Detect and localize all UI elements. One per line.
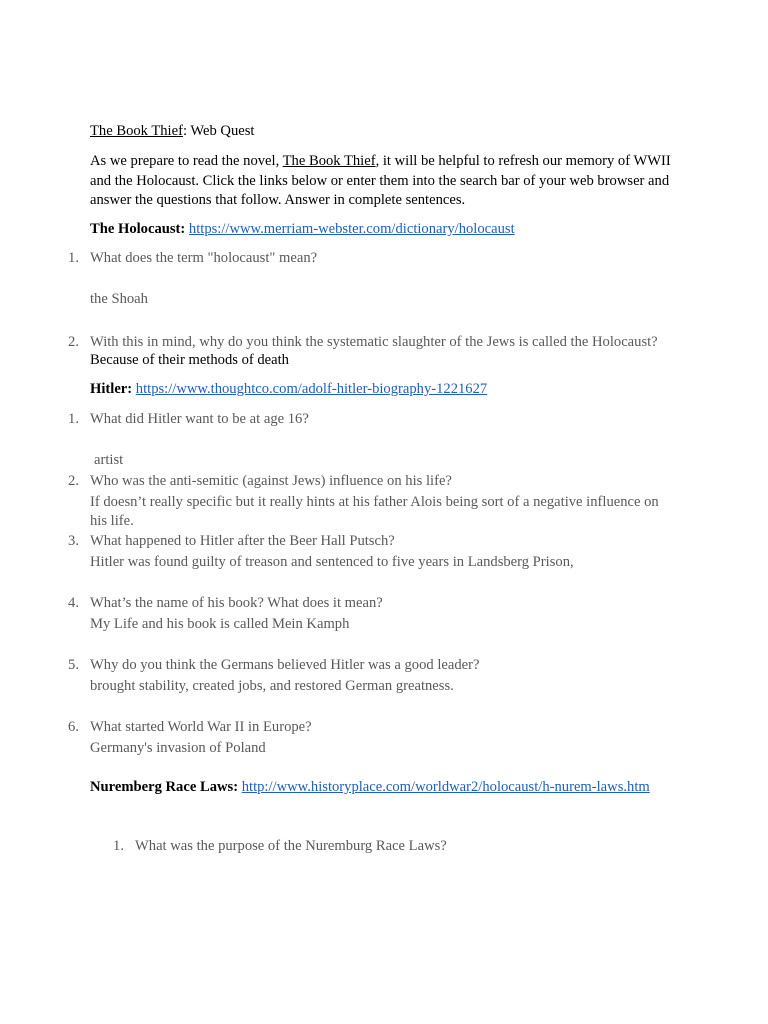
answer-text[interactable]: brought stability, created jobs, and restored German greatness.: [90, 678, 454, 694]
intro-book-name: The Book Thief: [282, 153, 376, 169]
question-number: 5.: [68, 657, 79, 673]
answer-text[interactable]: If doesn’t really specific but it really hints at his father Alois being sort of a negative influence on his life.: [90, 494, 659, 529]
question-text: What was the purpose of the Nuremburg Race Laws?: [135, 838, 447, 854]
section-heading: Hitler:: [90, 381, 133, 397]
intro-text-start: As we prepare to read the novel,: [90, 153, 283, 169]
answer-text[interactable]: the Shoah: [90, 291, 148, 307]
question-number: 3.: [68, 533, 79, 549]
title-book-name: The Book Thief: [90, 123, 183, 139]
question-number: 2.: [68, 334, 79, 350]
answer-text[interactable]: Germany's invasion of Poland: [90, 740, 266, 756]
question-text: With this in mind, why do you think the systematic slaughter of the Jews is called the Holocaust?: [90, 334, 658, 350]
title-suffix: : Web Quest: [182, 123, 255, 139]
holocaust-link[interactable]: https://www.merriam-webster.com/dictionary/holocaust: [188, 221, 515, 237]
intro-text-end: , it will be helpful to refresh our memory of WWII and the Holocaust. Click the links below or enter them into the search bar of your web browser and answer the questions that follow. Answer in complete sentences.: [90, 153, 671, 208]
question-number: 6.: [68, 719, 79, 735]
question-text: What started World War II in Europe?: [90, 719, 312, 735]
section-heading: Nuremberg Race Laws:: [90, 779, 239, 795]
question-text: Who was the anti-semitic (against Jews) influence on his life?: [90, 473, 452, 489]
section-hitler-header: [90, 380, 487, 399]
hitler-link[interactable]: https://www.thoughtco.com/adolf-hitler-biography-1221627: [135, 381, 488, 397]
answer-text[interactable]: Because of their methods of death: [90, 352, 289, 368]
question-number: 2.: [68, 473, 79, 489]
section-holocaust-header: [90, 220, 515, 239]
answer-text[interactable]: My Life and his book is called Mein Kamph: [90, 616, 350, 632]
intro-paragraph: [90, 152, 680, 211]
question-number: 1.: [68, 411, 79, 427]
answer-text[interactable]: artist: [94, 452, 124, 468]
question-number: 4.: [68, 595, 79, 611]
document-title: [90, 122, 254, 141]
question-text: Why do you think the Germans believed Hitler was a good leader?: [90, 657, 480, 673]
question-text: What does the term "holocaust" mean?: [90, 250, 318, 266]
answer-text[interactable]: Hitler was found guilty of treason and sentenced to five years in Landsberg Prison,: [90, 554, 574, 570]
question-text: What’s the name of his book? What does it mean?: [90, 595, 383, 611]
section-heading: The Holocaust:: [90, 221, 186, 237]
question-number: 1.: [68, 250, 79, 266]
section-nuremberg-header: [90, 778, 650, 797]
question-text: What happened to Hitler after the Beer Hall Putsch?: [90, 533, 395, 549]
question-text: What did Hitler want to be at age 16?: [90, 411, 309, 427]
nuremberg-link[interactable]: http://www.historyplace.com/worldwar2/holocaust/h-nurem-laws.htm: [241, 779, 650, 795]
question-number: 1.: [113, 838, 124, 854]
